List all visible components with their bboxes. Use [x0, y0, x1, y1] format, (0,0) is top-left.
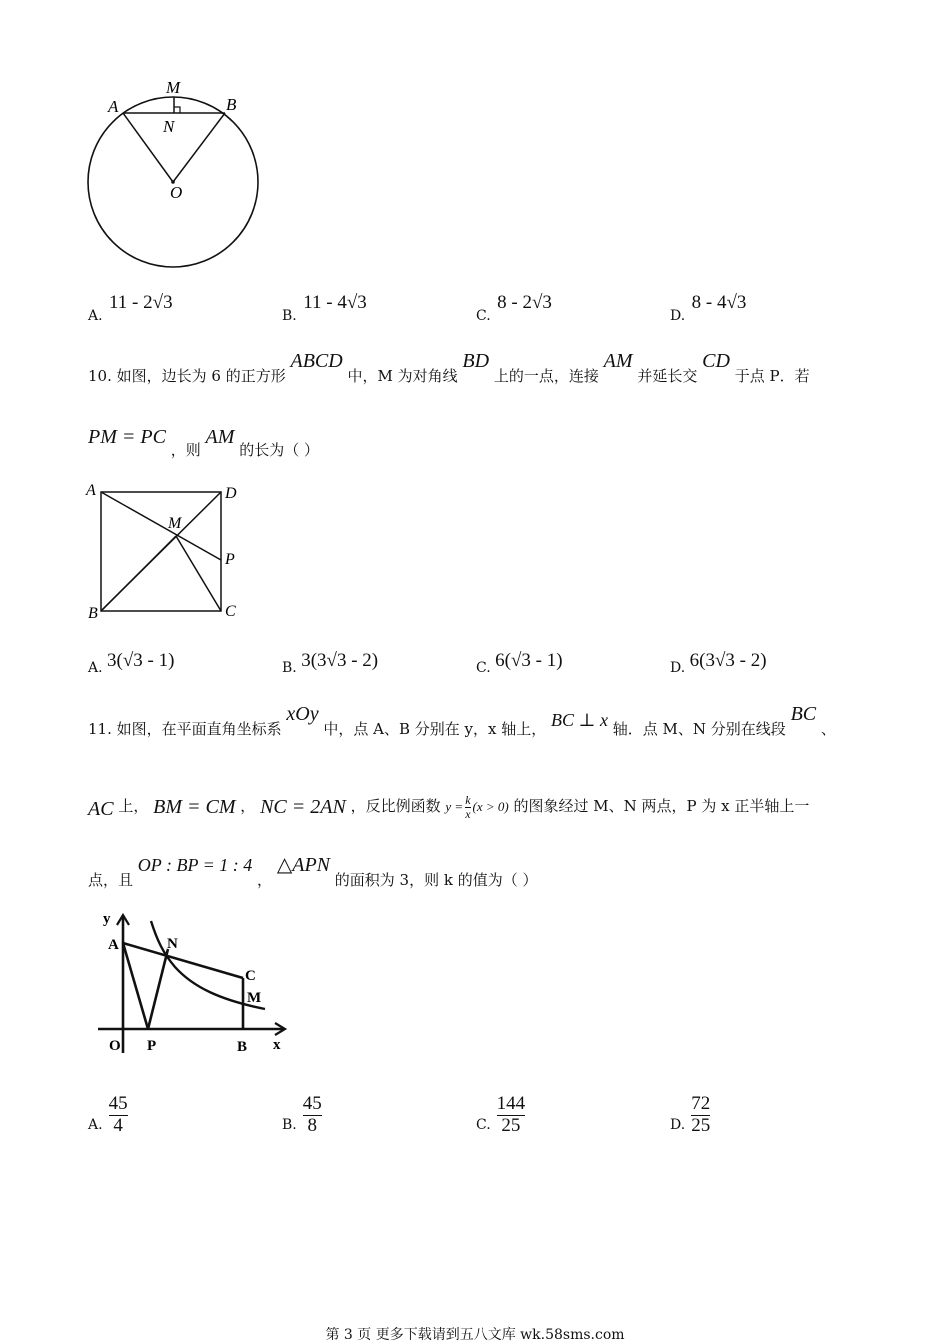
denominator: 8 — [307, 1114, 317, 1136]
segment-bm — [101, 536, 176, 611]
math: CD — [702, 350, 730, 372]
option-value: 3(√3 - 1) — [107, 650, 175, 671]
segment-bo — [173, 113, 225, 182]
q11-line2 — [88, 794, 809, 820]
label-b: B — [226, 95, 237, 114]
option-letter: B. — [282, 308, 297, 324]
text: 11. 如图，在平面直角坐标系 — [88, 720, 282, 738]
option-letter: D. — [670, 660, 686, 676]
q9-circle-figure — [80, 70, 270, 275]
math: OP : BP = 1 : 4 — [137, 855, 253, 875]
label-p: P — [147, 1038, 157, 1054]
denominator: 4 — [113, 1114, 123, 1136]
q10-option-d — [670, 650, 767, 678]
text: 的图象经过 M、N 两点，P 为 x 正半轴上一 — [513, 797, 810, 816]
option-letter: B. — [282, 1116, 297, 1133]
option-value: 8 - 4√3 — [691, 292, 747, 313]
math: PM = PC — [88, 426, 166, 448]
label-m: M — [166, 78, 181, 97]
fn-lhs: y = — [445, 799, 464, 815]
label-o: O — [109, 1038, 121, 1054]
option-fraction — [691, 1094, 710, 1137]
q10-option-a — [88, 650, 175, 678]
numerator: 72 — [691, 1093, 711, 1114]
inverse-function — [445, 794, 508, 820]
text: 上， — [118, 797, 149, 816]
numerator: 45 — [302, 1093, 322, 1114]
q10-line1 — [88, 350, 810, 387]
math: AM — [603, 350, 633, 372]
label-m: M — [168, 515, 182, 532]
fn-fraction — [465, 794, 470, 820]
q10-line2 — [88, 426, 319, 461]
text: 点，且 — [88, 871, 134, 889]
option-value: 6(√3 - 1) — [495, 650, 563, 671]
right-angle-mark — [174, 107, 180, 113]
label-n: N — [167, 936, 178, 952]
fn-den: x — [465, 806, 471, 821]
q9-option-b — [282, 292, 367, 326]
q11-line1 — [88, 703, 836, 740]
option-letter: C. — [476, 660, 491, 676]
option-letter: C. — [476, 308, 491, 324]
option-letter: A. — [88, 1116, 103, 1133]
label-o: O — [170, 183, 183, 202]
math: AC — [88, 798, 114, 821]
option-fraction — [109, 1094, 128, 1137]
label-c: C — [225, 603, 236, 620]
q10-option-c — [476, 650, 563, 678]
text: 中，M 为对角线 — [347, 367, 458, 385]
text: ， — [240, 797, 256, 816]
q9-option-a — [88, 292, 173, 326]
label-b: B — [237, 1039, 248, 1055]
option-letter: B. — [282, 660, 297, 676]
text: 的长为（ ） — [239, 441, 319, 459]
label-p: P — [225, 551, 235, 568]
label-n: N — [163, 117, 175, 136]
math: NC = 2AN — [260, 796, 346, 819]
denominator: 25 — [501, 1114, 521, 1136]
q11-line3 — [88, 854, 538, 891]
q11-coordinate-figure — [95, 905, 295, 1060]
page-footer: 第 3 页 更多下载请到五八文库 wk.58sms.com — [325, 1327, 625, 1343]
label-c: C — [245, 968, 256, 984]
text: ，则 — [170, 441, 201, 459]
q11-option-b — [282, 1094, 322, 1137]
option-value: 11 - 2√3 — [109, 292, 173, 313]
text: 、 — [820, 720, 836, 738]
option-fraction — [497, 1094, 526, 1137]
math: △APN — [276, 854, 330, 876]
option-letter: D. — [670, 308, 686, 324]
segment-pn — [148, 949, 168, 1029]
label-a: A — [86, 482, 96, 499]
label-m: M — [247, 990, 262, 1006]
q9-option-c — [476, 292, 552, 326]
math: AM — [205, 426, 235, 448]
math: xOy — [286, 703, 319, 725]
text: ， — [257, 871, 273, 889]
option-value: 3(3√3 - 2) — [301, 650, 379, 671]
option-value: 11 - 4√3 — [303, 292, 367, 313]
option-value: 6(3√3 - 2) — [689, 650, 767, 671]
math: ABCD — [290, 350, 343, 372]
text: 的面积为 3，则 k 的值为（ ） — [334, 871, 538, 889]
label-b: B — [88, 605, 98, 622]
label-d: D — [225, 485, 237, 502]
text: 10. 如图，边长为 6 的正方形 — [88, 367, 286, 385]
denominator: 25 — [691, 1114, 711, 1136]
math: BM = CM — [153, 796, 236, 819]
text: 上的一点，连接 — [493, 367, 599, 385]
segment-ap — [123, 943, 148, 1029]
option-letter: A. — [88, 308, 103, 324]
text: 并延长交 — [637, 367, 698, 385]
math: BC ⊥ x — [551, 710, 608, 730]
option-letter: D. — [670, 1116, 686, 1133]
label-a: A — [108, 937, 119, 953]
q9-option-d — [670, 292, 747, 326]
segment-ac — [123, 943, 243, 978]
q10-option-b — [282, 650, 379, 678]
option-value: 8 - 2√3 — [497, 292, 552, 313]
text: ，反比例函数 — [350, 797, 441, 816]
q10-square-figure — [80, 478, 250, 623]
numerator: 45 — [108, 1093, 128, 1114]
option-fraction — [303, 1094, 322, 1137]
option-letter: A. — [88, 660, 103, 676]
option-letter: C. — [476, 1116, 491, 1133]
math: BC — [790, 703, 817, 725]
text: 于点 P．若 — [734, 367, 810, 385]
fn-condition: (x > 0) — [472, 799, 509, 815]
segment-ap — [101, 492, 221, 560]
label-y: y — [103, 911, 111, 927]
q11-option-c — [476, 1094, 525, 1137]
math: BD — [462, 350, 490, 372]
label-x: x — [273, 1037, 281, 1053]
q11-option-a — [88, 1094, 128, 1137]
numerator: 144 — [496, 1093, 526, 1114]
fn-num: k — [465, 793, 471, 807]
text: 中，点 A、B 分别在 y，x 轴上， — [323, 720, 547, 738]
label-a: A — [108, 97, 119, 116]
text: 轴．点 M、N 分别在线段 — [612, 720, 786, 738]
q11-option-d — [670, 1094, 710, 1137]
